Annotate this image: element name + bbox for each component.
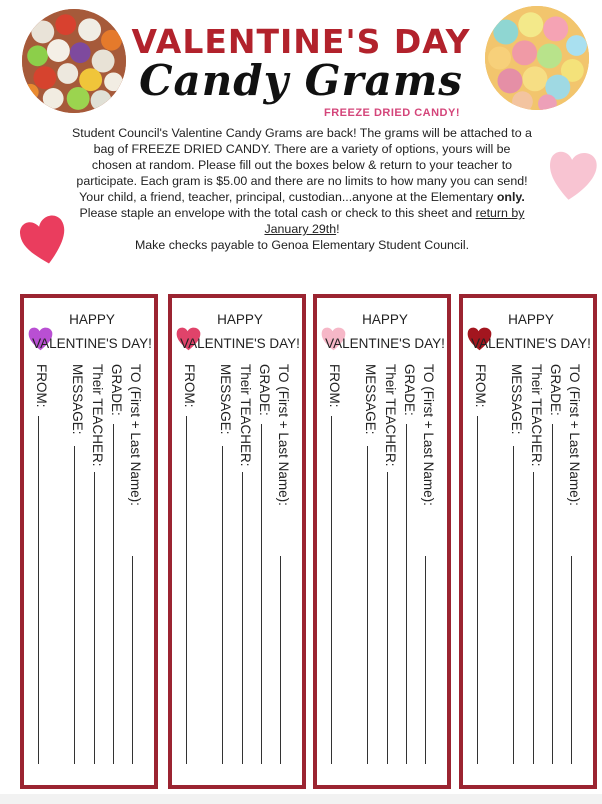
candy-gram-card bbox=[168, 294, 306, 789]
card-heading: HAPPY VALENTINE'S DAY! bbox=[32, 312, 152, 351]
grade-field-writing-line[interactable] bbox=[406, 424, 407, 764]
to-field[interactable] bbox=[419, 364, 437, 769]
card-fields bbox=[317, 364, 447, 774]
page-subtitle-script: Candy Grams bbox=[139, 56, 463, 105]
to-field[interactable] bbox=[126, 364, 144, 769]
freeze-dried-tagline: FREEZE DRIED CANDY! bbox=[324, 107, 461, 119]
grade-field-label: GRADE: bbox=[402, 364, 417, 416]
to-field-label: TO (First + Last Name): bbox=[421, 364, 436, 506]
message-field-label: MESSAGE: bbox=[218, 364, 233, 435]
card-fields bbox=[463, 364, 593, 774]
card-header bbox=[463, 298, 593, 362]
card-heading: HAPPY VALENTINE'S DAY! bbox=[471, 312, 591, 351]
candy-gram-card bbox=[459, 294, 597, 789]
to-field-label: TO (First + Last Name): bbox=[276, 364, 291, 506]
grade-field[interactable] bbox=[546, 364, 564, 769]
teacher-field-label: Their TEACHER: bbox=[529, 364, 544, 467]
from-field[interactable] bbox=[180, 364, 198, 769]
from-field-writing-line[interactable] bbox=[38, 416, 39, 764]
message-field-label: MESSAGE: bbox=[70, 364, 85, 435]
heart-icon bbox=[545, 146, 599, 204]
to-field-writing-line[interactable] bbox=[571, 556, 572, 764]
teacher-field-label: Their TEACHER: bbox=[90, 364, 105, 467]
card-fields bbox=[24, 364, 154, 774]
from-field-label: FROM: bbox=[473, 364, 488, 408]
card-header bbox=[24, 298, 154, 362]
teacher-field-writing-line[interactable] bbox=[242, 472, 243, 764]
heart-icon bbox=[18, 212, 70, 268]
intro-paragraph: Student Council's Valentine Candy Grams are back! The grams will be attached to a bag of FREEZE DRIED CANDY. There are a variety of options, yours will be chosen at random. Please fill out the boxes below & return to your teacher to participate. Each gram is $5.00 and there are no limits to how many you can send! Your child, a friend, teacher, principal, custodian...anyone at the Elementary only. bbox=[72, 126, 532, 204]
page-bottom-edge bbox=[0, 794, 602, 804]
message-field[interactable] bbox=[507, 364, 525, 769]
message-field-writing-line[interactable] bbox=[74, 446, 75, 764]
candy-gram-card bbox=[313, 294, 451, 789]
page-title: VALENTINE'S DAY bbox=[131, 22, 471, 61]
to-field-writing-line[interactable] bbox=[132, 556, 133, 764]
teacher-field[interactable] bbox=[88, 364, 106, 769]
teacher-field-label: Their TEACHER: bbox=[383, 364, 398, 467]
message-field-writing-line[interactable] bbox=[367, 446, 368, 764]
intro-paragraph: Please staple an envelope with the total cash or check to this sheet and return by January 29th! bbox=[79, 206, 525, 236]
grade-field-writing-line[interactable] bbox=[113, 424, 114, 764]
intro-paragraph: Make checks payable to Genoa Elementary Student Council. bbox=[134, 238, 470, 252]
from-field-writing-line[interactable] bbox=[186, 416, 187, 764]
grade-field-label: GRADE: bbox=[257, 364, 272, 416]
card-heading: HAPPY VALENTINE'S DAY! bbox=[325, 312, 445, 351]
from-field[interactable] bbox=[325, 364, 343, 769]
candy-gram-card bbox=[20, 294, 158, 789]
to-field-label: TO (First + Last Name): bbox=[567, 364, 582, 506]
message-field[interactable] bbox=[216, 364, 234, 769]
message-field-writing-line[interactable] bbox=[513, 446, 514, 764]
to-field-writing-line[interactable] bbox=[425, 556, 426, 764]
teacher-field[interactable] bbox=[236, 364, 254, 769]
grade-field[interactable] bbox=[255, 364, 273, 769]
card-header bbox=[317, 298, 447, 362]
grade-field-writing-line[interactable] bbox=[552, 424, 553, 764]
message-field[interactable] bbox=[68, 364, 86, 769]
intro-text bbox=[72, 125, 532, 253]
grade-field-writing-line[interactable] bbox=[261, 424, 262, 764]
teacher-field-writing-line[interactable] bbox=[533, 472, 534, 764]
message-field-label: MESSAGE: bbox=[509, 364, 524, 435]
to-field-writing-line[interactable] bbox=[280, 556, 281, 764]
from-field-label: FROM: bbox=[327, 364, 342, 408]
from-field-writing-line[interactable] bbox=[477, 416, 478, 764]
from-field[interactable] bbox=[32, 364, 50, 769]
teacher-field-label: Their TEACHER: bbox=[238, 364, 253, 467]
from-field-writing-line[interactable] bbox=[331, 416, 332, 764]
to-field-label: TO (First + Last Name): bbox=[128, 364, 143, 506]
message-field-label: MESSAGE: bbox=[363, 364, 378, 435]
message-field[interactable] bbox=[361, 364, 379, 769]
card-fields bbox=[172, 364, 302, 774]
from-field-label: FROM: bbox=[34, 364, 49, 408]
to-field[interactable] bbox=[274, 364, 292, 769]
grade-field-label: GRADE: bbox=[109, 364, 124, 416]
card-header bbox=[172, 298, 302, 362]
teacher-field[interactable] bbox=[381, 364, 399, 769]
from-field-label: FROM: bbox=[182, 364, 197, 408]
grade-field-label: GRADE: bbox=[548, 364, 563, 416]
teacher-field-writing-line[interactable] bbox=[94, 472, 95, 764]
teacher-field[interactable] bbox=[527, 364, 545, 769]
card-heading: HAPPY VALENTINE'S DAY! bbox=[180, 312, 300, 351]
from-field[interactable] bbox=[471, 364, 489, 769]
message-field-writing-line[interactable] bbox=[222, 446, 223, 764]
to-field[interactable] bbox=[565, 364, 583, 769]
teacher-field-writing-line[interactable] bbox=[387, 472, 388, 764]
grade-field[interactable] bbox=[107, 364, 125, 769]
grade-field[interactable] bbox=[400, 364, 418, 769]
